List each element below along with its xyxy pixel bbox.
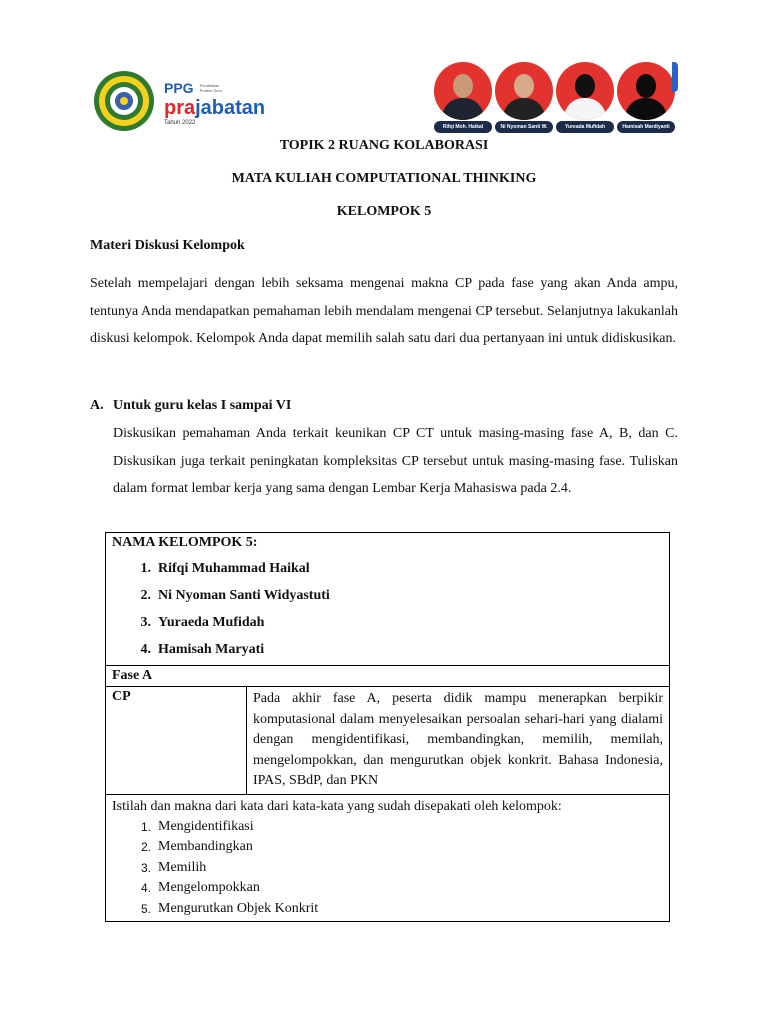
ppg-small-text: Pendidikan Profesi Guru [199, 83, 223, 93]
members-heading: NAMA KELOMPOK 5: [112, 535, 258, 550]
list-item: 4. Hamisah Maryati [140, 642, 265, 657]
list-item: 2. Ni Nyoman Santi Widyastuti [140, 588, 330, 603]
list-item: 4. Mengelompokkan [140, 880, 260, 895]
list-item: 2. Membandingkan [140, 839, 253, 854]
ppg-prajabatan-logo [164, 80, 274, 136]
group-title: KELOMPOK 5 [336, 204, 432, 219]
section-a-title: Untuk guru kelas I sampai VI [113, 398, 292, 413]
cp-text-cell: Pada akhir fase A, peserta didik mampu menerapkan berpikir komputasional dalam menyelesaikan persoalan sehari-hari yang dialami dengan mengidentifikasi, membandingkan, memilih, memilah, mengelompokkan, dan mengurutkan objek konkrit. Bahasa Indonesia, IPAS, SBdP, dan PKN [247, 687, 670, 795]
ppg-year: Tahun 2022 [164, 120, 196, 126]
table-row [106, 687, 670, 795]
terms-intro: Istilah dan makna dari kata dari kata-kata yang sudah disepakati oleh kelompok: [112, 798, 562, 814]
table-row [106, 666, 670, 687]
ppg-text: PPG [164, 80, 194, 96]
avatar [556, 62, 614, 120]
section-a-heading [90, 398, 291, 414]
course-title: MATA KULIAH COMPUTATIONAL THINKING [231, 171, 537, 186]
list-item: 1. Rifqi Muhammad Haikal [140, 561, 310, 576]
section-a-letter: A. [90, 398, 104, 413]
member-tag: Yureada Mufidah [556, 121, 614, 133]
prajabatan-wordmark: prajabatan [164, 97, 266, 119]
list-item: 5. Mengurutkan Objek Konkrit [140, 900, 319, 916]
table-row [106, 533, 670, 666]
members-cell [106, 533, 670, 666]
topic-title: TOPIK 2 RUANG KOLABORASI [279, 138, 489, 153]
table-row [106, 794, 670, 922]
members-banner [432, 62, 676, 138]
banner-edge [672, 62, 678, 92]
member-tag: Hamisah Mardiyanti [617, 121, 675, 133]
list-item: 3. Yuraeda Mufidah [140, 615, 265, 630]
worksheet-table [105, 532, 670, 922]
terms-list [112, 817, 663, 920]
section-heading: Materi Diskusi Kelompok [90, 238, 245, 253]
list-item: 1. Mengidentifikasi [140, 818, 254, 834]
list-item: 3. Memilih [140, 859, 207, 875]
fase-cell: Fase A [106, 666, 670, 687]
member-tag: Ni Nyoman Santi W. [495, 121, 553, 133]
university-logo [93, 70, 155, 132]
terms-cell [106, 794, 670, 922]
section-a-body: Diskusikan pemahaman Anda terkait keunikan CP CT untuk masing-masing fase A, B, dan C. Diskusikan juga terkait peningkatan kompleksitas CP tersebut untuk masing-masing fase. Tuliskan dalam format lembar kerja yang sama dengan Lembar Kerja Mahasiswa pada 2.4. [113, 426, 678, 496]
avatar [495, 62, 553, 120]
members-list [112, 555, 663, 663]
member-tag: Rifqi Moh. Haikal [434, 121, 492, 133]
cp-label-cell: CP [106, 687, 247, 795]
intro-paragraph: Setelah mempelajari dengan lebih seksama mengenai makna CP pada fase yang akan Anda ampu, tentunya Anda mendapatkan pemahaman lebih mendalam mengenai CP tersebut. Selanjutnya lakukanlah diskusi kelompok. Kelompok Anda dapat memilih salah satu dari dua pertanyaan ini untuk didiskusikan. [90, 276, 678, 346]
avatar [617, 62, 675, 120]
avatar [434, 62, 492, 120]
